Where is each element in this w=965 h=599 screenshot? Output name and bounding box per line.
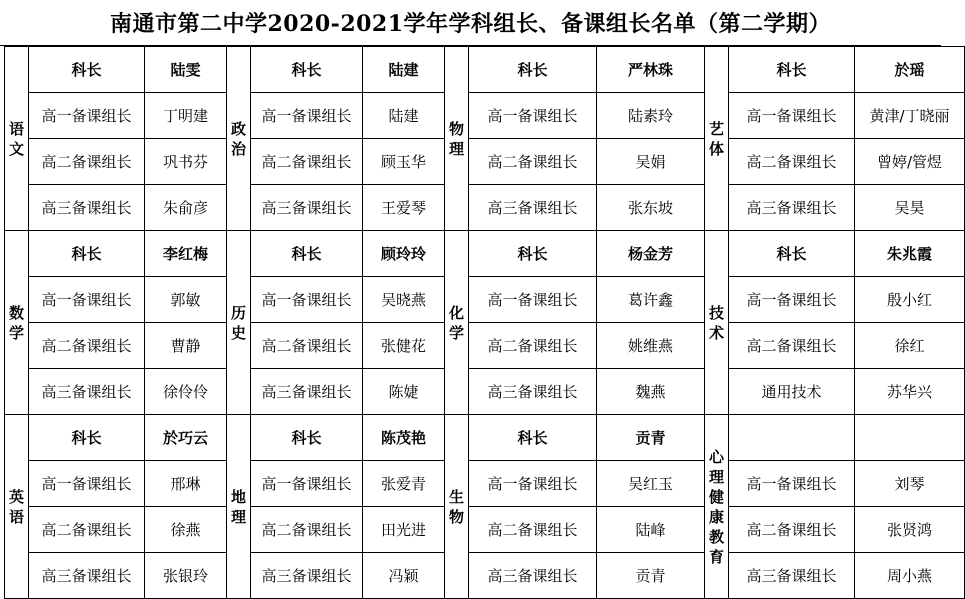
role-cell: 高一备课组长 <box>251 277 363 323</box>
name-cell: 丁明建 <box>145 93 227 139</box>
role-cell: 高二备课组长 <box>29 507 145 553</box>
head-name-cell: 陆雯 <box>145 47 227 93</box>
name-cell: 陆峰 <box>597 507 705 553</box>
role-cell: 高二备课组长 <box>469 139 597 185</box>
name-cell: 黄津/丁晓丽 <box>855 93 965 139</box>
role-cell: 高一备课组长 <box>729 277 855 323</box>
role-cell: 高二备课组长 <box>729 507 855 553</box>
role-cell: 高一备课组长 <box>29 461 145 507</box>
table-row <box>5 507 965 553</box>
name-cell: 曹静 <box>145 323 227 369</box>
role-cell: 高一备课组长 <box>29 277 145 323</box>
subject-label <box>705 231 729 415</box>
subject-name: 技术 <box>708 303 724 342</box>
subject-name: 化学 <box>448 303 464 342</box>
role-cell: 高一备课组长 <box>469 461 597 507</box>
name-cell: 张贤鸿 <box>855 507 965 553</box>
name-cell: 邢琳 <box>145 461 227 507</box>
head-label-cell: 科长 <box>251 231 363 277</box>
head-label-cell: 科长 <box>29 47 145 93</box>
table-row <box>5 93 965 139</box>
head-name-cell <box>855 415 965 461</box>
head-name-cell: 李红梅 <box>145 231 227 277</box>
role-cell: 高二备课组长 <box>469 323 597 369</box>
head-label-cell: 科长 <box>251 47 363 93</box>
name-cell: 贡青 <box>597 553 705 599</box>
sheet-title: 南通市第二中学2020-2021学年学科组长、备课组长名单（第二学期） <box>0 0 941 46</box>
head-label-cell: 科长 <box>251 415 363 461</box>
name-cell: 吴娟 <box>597 139 705 185</box>
head-label-cell <box>729 415 855 461</box>
role-cell: 高三备课组长 <box>251 185 363 231</box>
name-cell: 周小燕 <box>855 553 965 599</box>
subject-name: 历史 <box>230 303 246 342</box>
name-cell: 张健花 <box>363 323 445 369</box>
subject-name: 英语 <box>8 487 24 526</box>
subject-label <box>5 47 29 231</box>
role-cell: 高三备课组长 <box>251 553 363 599</box>
role-cell: 高三备课组长 <box>729 185 855 231</box>
name-cell: 巩书芬 <box>145 139 227 185</box>
name-cell: 魏燕 <box>597 369 705 415</box>
subject-name: 艺体 <box>708 119 724 158</box>
role-cell: 高一备课组长 <box>469 277 597 323</box>
head-row <box>5 415 965 461</box>
role-cell: 高一备课组长 <box>729 461 855 507</box>
head-name-cell: 顾玲玲 <box>363 231 445 277</box>
table-row <box>5 553 965 599</box>
head-name-cell: 贡青 <box>597 415 705 461</box>
head-row <box>5 231 965 277</box>
subject-name: 数学 <box>8 303 24 342</box>
role-cell: 高三备课组长 <box>29 369 145 415</box>
role-cell: 高一备课组长 <box>729 93 855 139</box>
head-label-cell: 科长 <box>729 231 855 277</box>
role-cell: 高一备课组长 <box>29 93 145 139</box>
head-name-cell: 於瑶 <box>855 47 965 93</box>
role-cell: 高三备课组长 <box>251 369 363 415</box>
name-cell: 陆建 <box>363 93 445 139</box>
table-row <box>5 139 965 185</box>
table-row <box>5 277 965 323</box>
subject-label <box>445 231 469 415</box>
role-cell: 高三备课组长 <box>469 369 597 415</box>
name-cell: 徐红 <box>855 323 965 369</box>
name-cell: 吴晓燕 <box>363 277 445 323</box>
head-name-cell: 杨金芳 <box>597 231 705 277</box>
role-cell: 高三备课组长 <box>29 185 145 231</box>
subject-label <box>227 415 251 599</box>
subject-label <box>227 231 251 415</box>
subject-name: 地理 <box>230 487 246 526</box>
name-cell: 苏华兴 <box>855 369 965 415</box>
name-cell: 张银玲 <box>145 553 227 599</box>
table-row <box>5 461 965 507</box>
head-row <box>5 47 965 93</box>
name-cell: 陆素玲 <box>597 93 705 139</box>
subject-name: 生物 <box>448 487 464 526</box>
name-cell: 陈婕 <box>363 369 445 415</box>
name-cell: 张爱青 <box>363 461 445 507</box>
head-name-cell: 严林珠 <box>597 47 705 93</box>
head-name-cell: 於巧云 <box>145 415 227 461</box>
head-name-cell: 陈茂艳 <box>363 415 445 461</box>
role-cell: 高二备课组长 <box>251 323 363 369</box>
head-label-cell: 科长 <box>469 415 597 461</box>
subject-name: 心理健康教育 <box>708 447 724 566</box>
head-label-cell: 科长 <box>29 231 145 277</box>
name-cell: 刘琴 <box>855 461 965 507</box>
roster-table <box>4 46 965 599</box>
role-cell: 高三备课组长 <box>729 553 855 599</box>
name-cell: 吴红玉 <box>597 461 705 507</box>
subject-name: 语文 <box>8 119 24 158</box>
table-row <box>5 323 965 369</box>
name-cell: 朱俞彦 <box>145 185 227 231</box>
subject-label <box>705 415 729 599</box>
role-cell: 通用技术 <box>729 369 855 415</box>
role-cell: 高三备课组长 <box>29 553 145 599</box>
subject-label <box>445 47 469 231</box>
subject-label <box>5 415 29 599</box>
name-cell: 顾玉华 <box>363 139 445 185</box>
role-cell: 高一备课组长 <box>469 93 597 139</box>
name-cell: 姚维燕 <box>597 323 705 369</box>
name-cell: 王爱琴 <box>363 185 445 231</box>
role-cell: 高二备课组长 <box>729 139 855 185</box>
role-cell: 高二备课组长 <box>469 507 597 553</box>
name-cell: 冯颖 <box>363 553 445 599</box>
name-cell: 张东坡 <box>597 185 705 231</box>
head-label-cell: 科长 <box>469 231 597 277</box>
name-cell: 田光进 <box>363 507 445 553</box>
head-label-cell: 科长 <box>729 47 855 93</box>
subject-label <box>445 415 469 599</box>
head-label-cell: 科长 <box>29 415 145 461</box>
head-name-cell: 朱兆霞 <box>855 231 965 277</box>
subject-name: 政治 <box>230 119 246 158</box>
subject-label <box>227 47 251 231</box>
name-cell: 曾婷/管煜 <box>855 139 965 185</box>
table-row <box>5 185 965 231</box>
subject-name: 物理 <box>448 119 464 158</box>
table-row <box>5 369 965 415</box>
head-label-cell: 科长 <box>469 47 597 93</box>
name-cell: 殷小红 <box>855 277 965 323</box>
name-cell: 徐燕 <box>145 507 227 553</box>
role-cell: 高一备课组长 <box>251 461 363 507</box>
role-cell: 高三备课组长 <box>469 185 597 231</box>
name-cell: 郭敏 <box>145 277 227 323</box>
subject-label <box>5 231 29 415</box>
role-cell: 高二备课组长 <box>729 323 855 369</box>
role-cell: 高二备课组长 <box>251 139 363 185</box>
role-cell: 高三备课组长 <box>469 553 597 599</box>
role-cell: 高二备课组长 <box>29 323 145 369</box>
role-cell: 高二备课组长 <box>251 507 363 553</box>
role-cell: 高二备课组长 <box>29 139 145 185</box>
head-name-cell: 陆建 <box>363 47 445 93</box>
name-cell: 徐伶伶 <box>145 369 227 415</box>
name-cell: 葛许鑫 <box>597 277 705 323</box>
subject-label <box>705 47 729 231</box>
name-cell: 吴昊 <box>855 185 965 231</box>
role-cell: 高一备课组长 <box>251 93 363 139</box>
